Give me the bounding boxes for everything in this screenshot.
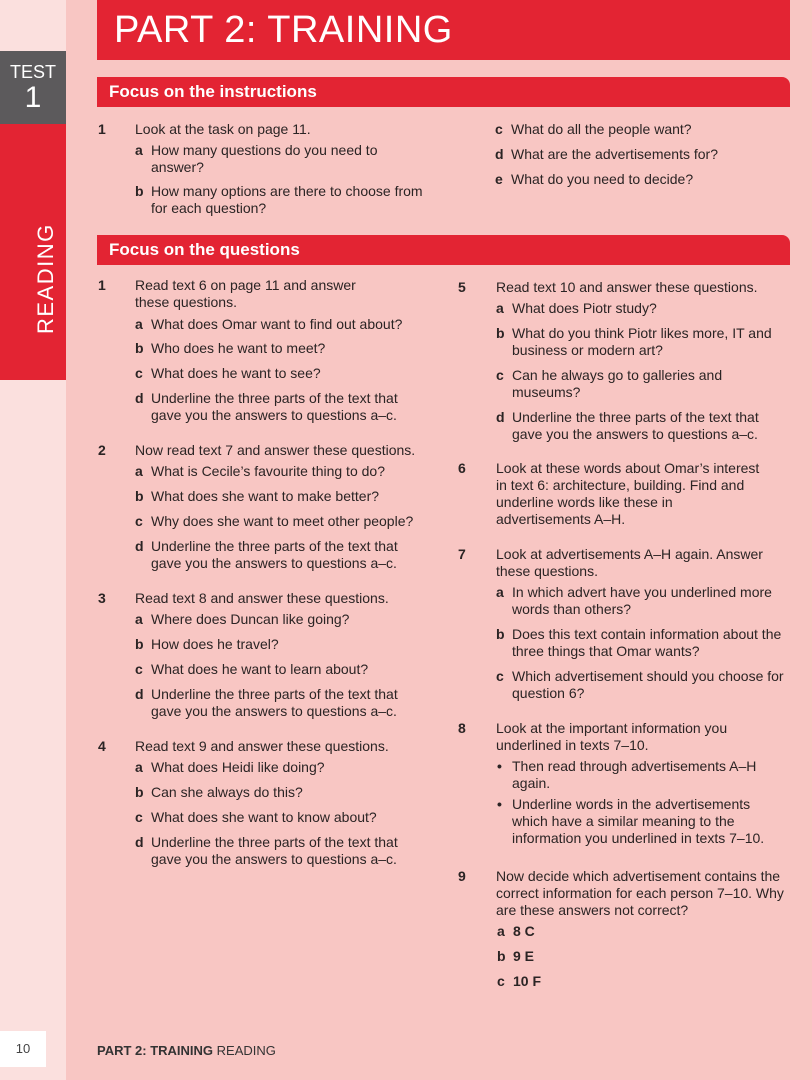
item-letter: a <box>135 759 143 775</box>
answer-text: 10 F <box>513 973 542 989</box>
item-text: Underline the three parts of the text that gave you the answers to questions a–c. <box>512 409 759 442</box>
item-letter: c <box>135 513 143 529</box>
item-text: What does Omar want to find out about? <box>151 316 403 332</box>
question-text: Now read text 7 and answer these questions. <box>135 442 416 458</box>
question-text: Look at the important information you underlined in texts 7–10. <box>496 720 728 753</box>
footer-label-rest: READING <box>216 1043 276 1058</box>
bullet-text: Then read through advertisements A–H again. <box>512 758 757 791</box>
question-text: Look at these words about Omar’s interest in text 6: architecture, building. Find and underline words like these in advertisements A–H. <box>496 460 760 527</box>
bullet: • <box>497 796 502 812</box>
question-text: Read text 10 and answer these questions. <box>496 279 758 295</box>
item-letter: c <box>135 365 143 381</box>
item-letter: d <box>135 834 144 850</box>
question-text: Look at advertisements A–H again. Answer these questions. <box>496 546 763 579</box>
item-text: Where does Duncan like going? <box>151 611 350 627</box>
question-text: Look at the task on page 11. <box>135 121 311 137</box>
test-tab <box>0 51 66 124</box>
question-number: 9 <box>458 868 466 884</box>
item-text: Underline the three parts of the text that gave you the answers to questions a–c. <box>151 538 398 571</box>
item-text: What does Heidi like doing? <box>151 759 325 775</box>
item-text: Can she always do this? <box>151 784 303 800</box>
question-number: 3 <box>98 590 106 606</box>
item-letter: b <box>135 340 144 356</box>
item-text: Who does he want to meet? <box>151 340 326 356</box>
item-letter: c <box>495 121 503 137</box>
side-label-box <box>0 124 66 380</box>
item-letter: b <box>497 948 506 964</box>
item-text: What does he want to learn about? <box>151 661 369 677</box>
question-text: Read text 8 and answer these questions. <box>135 590 389 606</box>
item-letter: b <box>496 626 505 642</box>
item-letter: d <box>496 409 505 425</box>
test-label: TEST <box>9 62 56 82</box>
item-letter: d <box>135 538 144 554</box>
item-text: Underline the three parts of the text that gave you the answers to questions a–c. <box>151 390 398 423</box>
page-title: PART 2: TRAINING <box>97 0 790 60</box>
item-text: What is Cecile’s favourite thing to do? <box>151 463 385 479</box>
side-label: READING <box>33 223 58 334</box>
item-letter: d <box>135 686 144 702</box>
question-text: Read text 6 on page 11 and answer these questions. <box>135 277 356 310</box>
item-letter: a <box>135 142 143 158</box>
question-text: Read text 9 and answer these questions. <box>135 738 389 754</box>
item-letter: a <box>497 923 505 939</box>
item-letter: c <box>496 668 504 684</box>
page-number: 10 <box>0 1031 46 1067</box>
item-text: Can he always go to galleries and museums? <box>512 367 723 400</box>
item-letter: b <box>135 636 144 652</box>
bullet: • <box>497 758 502 774</box>
item-letter: d <box>135 390 144 406</box>
item-text: Underline the three parts of the text that gave you the answers to questions a–c. <box>151 834 398 867</box>
item-text: Underline the three parts of the text that gave you the answers to questions a–c. <box>151 686 398 719</box>
footer-label-bold: PART 2: TRAINING <box>97 1043 214 1058</box>
item-text: In which advert have you underlined more words than others? <box>512 584 772 617</box>
item-letter: e <box>495 171 503 187</box>
item-text: What does she want to know about? <box>151 809 377 825</box>
item-text: Does this text contain information about the three things that Omar wants? <box>512 626 782 659</box>
section-heading-questions: Focus on the questions <box>97 235 790 265</box>
item-letter: d <box>495 146 504 162</box>
item-text: Why does she want to meet other people? <box>151 513 414 529</box>
item-letter: c <box>135 809 143 825</box>
item-text: What do you need to decide? <box>511 171 694 187</box>
item-text: How many options are there to choose from for each question? <box>151 183 423 216</box>
question-number: 6 <box>458 460 466 476</box>
item-letter: a <box>135 463 143 479</box>
bullet-text: Underline words in the advertisements which have a similar meaning to the information you underlined in texts 7–10. <box>512 796 765 846</box>
item-text: Which advertisement should you choose for question 6? <box>512 668 784 701</box>
answer-text: 9 E <box>513 948 535 964</box>
item-text: What does he want to see? <box>151 365 321 381</box>
question-number: 7 <box>458 546 466 562</box>
item-letter: a <box>135 611 143 627</box>
item-letter: b <box>496 325 505 341</box>
question-number: 4 <box>98 738 106 754</box>
question-number: 8 <box>458 720 466 736</box>
question-number: 1 <box>98 121 106 137</box>
question-number: 1 <box>98 277 106 293</box>
item-letter: c <box>497 973 505 989</box>
test-number: 1 <box>24 81 42 114</box>
item-letter: a <box>496 584 504 600</box>
item-text: What do all the people want? <box>511 121 692 137</box>
answer-text: 8 C <box>513 923 535 939</box>
item-letter: b <box>135 183 144 199</box>
item-text: What does she want to make better? <box>151 488 380 504</box>
question-text: Now decide which advertisement contains the correct information for each person 7–10. Why are these answers not correct? <box>496 868 784 918</box>
question-number: 2 <box>98 442 106 458</box>
item-text: How many questions do you need to answer? <box>151 142 378 175</box>
item-letter: a <box>135 316 143 332</box>
item-letter: b <box>135 784 144 800</box>
item-text: What do you think Piotr likes more, IT and business or modern art? <box>512 325 772 358</box>
item-letter: a <box>496 300 504 316</box>
item-letter: c <box>496 367 504 383</box>
section-heading-instructions: Focus on the instructions <box>97 77 790 107</box>
item-text: What are the advertisements for? <box>511 146 718 162</box>
item-text: What does Piotr study? <box>512 300 657 316</box>
item-letter: b <box>135 488 144 504</box>
footer-label <box>97 1043 276 1058</box>
item-letter: c <box>135 661 143 677</box>
question-number: 5 <box>458 279 466 295</box>
item-text: How does he travel? <box>151 636 279 652</box>
